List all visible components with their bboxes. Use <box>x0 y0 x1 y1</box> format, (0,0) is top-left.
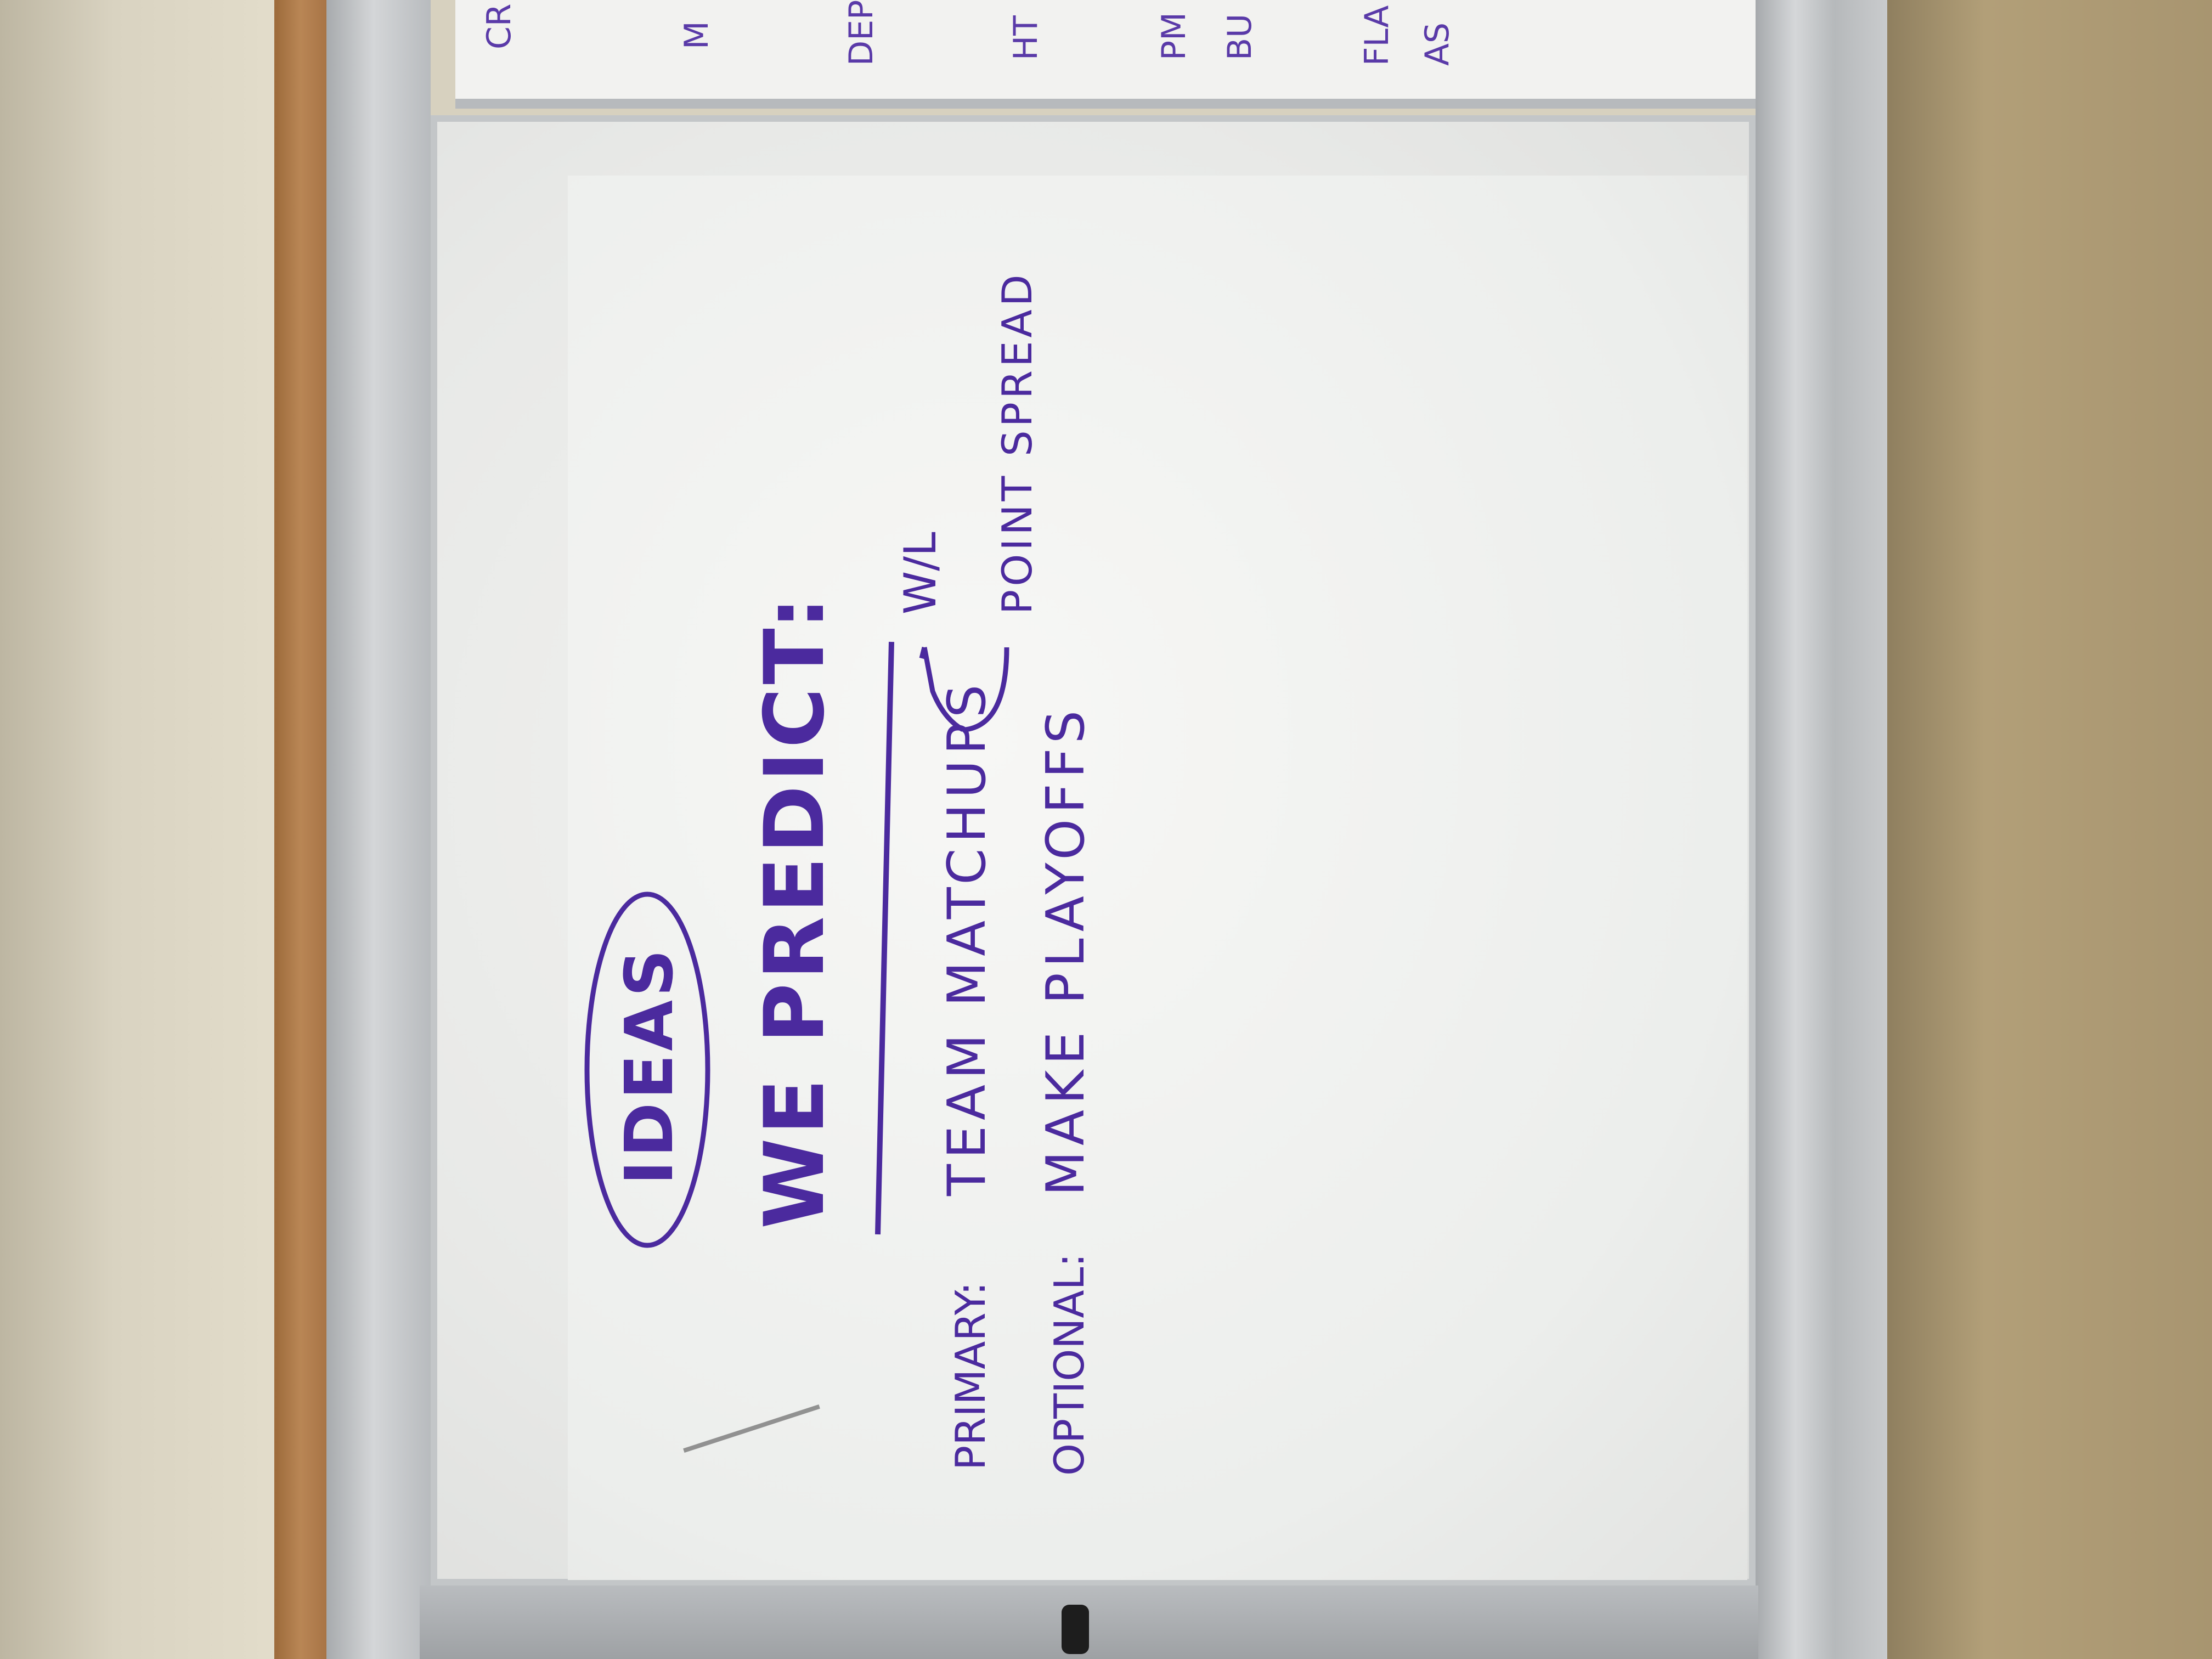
top-note-7: FLA <box>1358 5 1396 66</box>
primary-label: PRIMARY: <box>946 1282 995 1470</box>
ideas-title: IDEAS <box>612 946 688 1185</box>
optional-label: OPTIONAL: <box>1045 1253 1093 1476</box>
upper-board-notes <box>480 0 1457 66</box>
primary-text: TEAM MATCHUPS <box>937 679 997 1196</box>
top-note-8: AS <box>1418 22 1457 66</box>
top-note-2: M <box>678 21 716 49</box>
top-note-6: BU <box>1221 13 1259 60</box>
we-predict-heading: WE PREDICT: <box>747 593 843 1229</box>
branch-point-spread: POINT SPREAD <box>993 271 1041 614</box>
optional-text: MAKE PLAYOFFS <box>1036 704 1096 1196</box>
top-note-3: DEP <box>842 0 881 66</box>
heading-underline <box>878 642 891 1234</box>
top-note-4: HT <box>1007 15 1045 60</box>
top-note-1: CR <box>480 3 518 49</box>
top-note-5: PM <box>1155 12 1193 60</box>
branch-win-loss: W/L <box>895 532 946 614</box>
